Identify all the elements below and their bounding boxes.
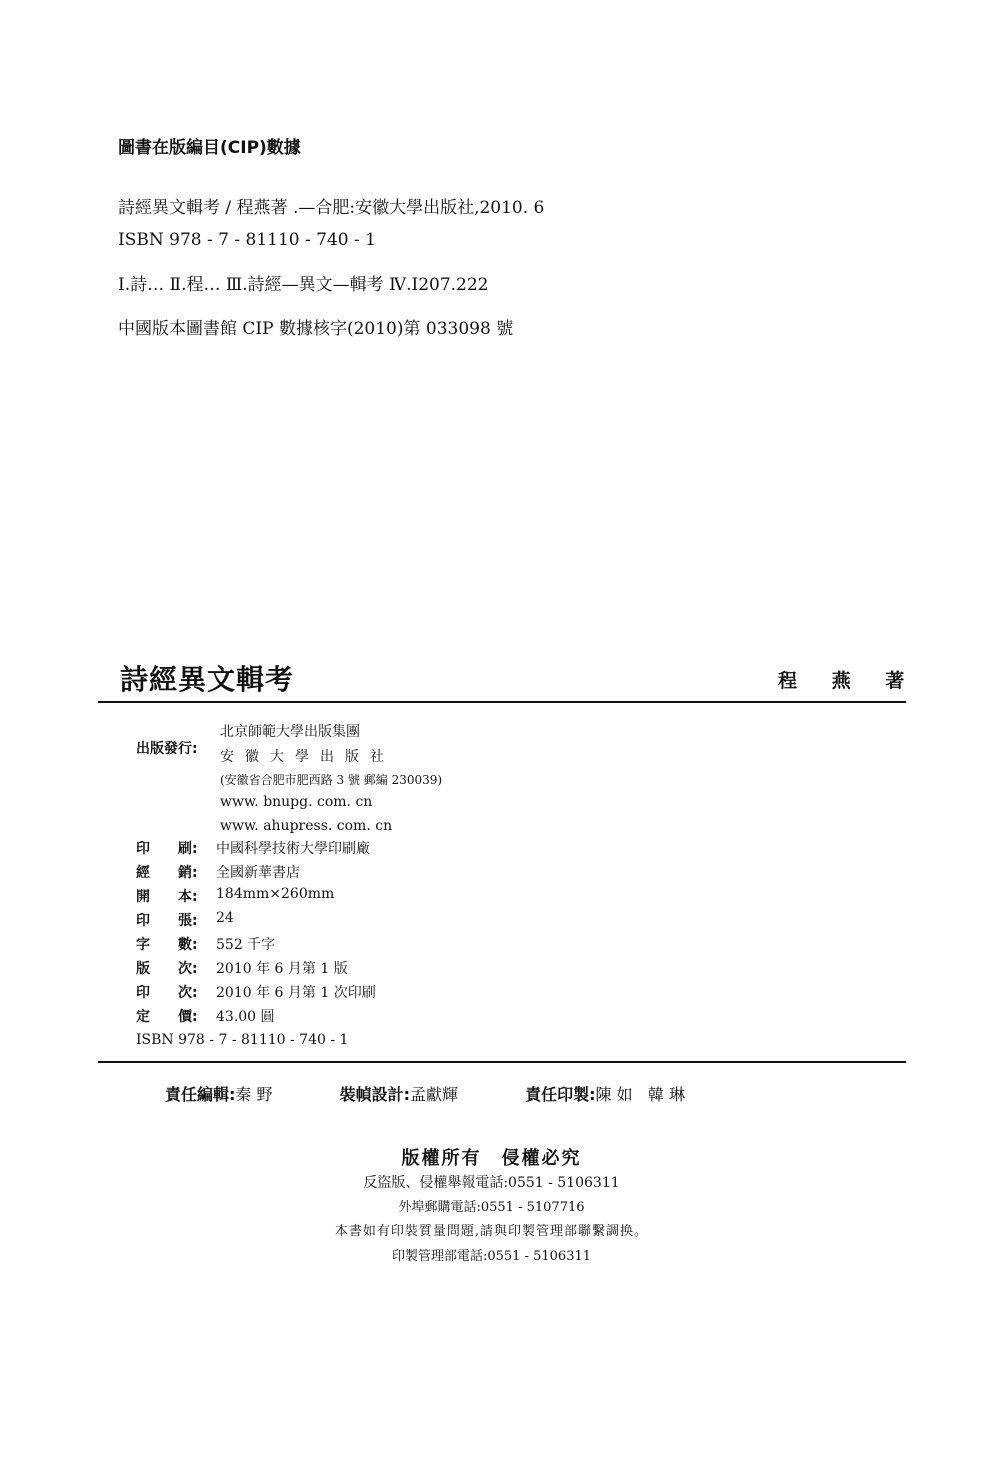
info-value: 552 千字 — [216, 937, 276, 953]
staff-production — [525, 1082, 685, 1105]
info-value: 2010 年 6 月第 1 次印刷 — [216, 985, 376, 1001]
cip-heading: 圖書在版編目(CIP)數據 — [118, 138, 301, 158]
anti-piracy-phone: 反盜版、侵權舉報電話:0551 - 5106311 — [363, 1175, 620, 1191]
info-row-printing — [136, 982, 376, 1002]
publisher-name: 安徽大學出版社 — [220, 749, 395, 765]
cip-classification-line: Ⅰ.詩… Ⅱ.程… Ⅲ.詩經—異文—輯考 Ⅳ.I207.222 — [118, 275, 489, 295]
cip-isbn-line: ISBN 978 - 7 - 81110 - 740 - 1 — [118, 230, 376, 250]
staff-label: 責任印製: — [525, 1085, 596, 1104]
staff-value: 孟獻輝 — [410, 1085, 459, 1104]
staff-credits — [165, 1082, 685, 1105]
info-row-price — [136, 1006, 275, 1026]
divider-top — [98, 701, 906, 703]
info-row-printer — [136, 838, 370, 858]
book-title: 詩經異文輯考 — [120, 663, 295, 696]
info-row-word-count — [136, 934, 275, 954]
info-row-format — [136, 886, 334, 906]
info-label: 印 刷: — [136, 841, 198, 857]
info-label: 開 本: — [136, 889, 198, 905]
info-value: 184mm×260mm — [216, 886, 335, 902]
staff-designer — [340, 1082, 458, 1105]
info-row-edition — [136, 958, 348, 978]
info-label: 定 價: — [136, 1009, 198, 1025]
publisher-website-bnupg: www. bnupg. com. cn — [220, 794, 373, 810]
info-label: 印 次: — [136, 985, 198, 1001]
info-value: 2010 年 6 月第 1 版 — [216, 961, 348, 977]
publisher-group: 北京師範大學出版集團 — [220, 724, 360, 740]
staff-value: 秦 野 — [235, 1085, 273, 1104]
print-management-phone: 印製管理部電話:0551 - 5106311 — [391, 1249, 592, 1264]
info-label: 經 銷: — [136, 865, 198, 881]
publisher-website-ahupress: www. ahupress. com. cn — [220, 818, 393, 834]
staff-label: 責任編輯: — [165, 1085, 236, 1104]
divider-bottom — [98, 1061, 906, 1063]
quality-notice: 本書如有印裝質量問題,請與印製管理部聯繫調换。 — [334, 1224, 649, 1239]
info-row-sheets — [136, 910, 234, 930]
cip-title-line: 詩經異文輯考 / 程燕著 .—合肥:安徽大學出版社,2010. 6 — [118, 198, 545, 218]
mail-order-phone: 外埠郵購電話:0551 - 5107716 — [398, 1200, 585, 1215]
info-label: 版 次: — [136, 961, 198, 977]
publisher-address: (安徽省合肥市肥西路 3 號 郵編 230039) — [220, 773, 443, 787]
staff-value: 陳 如 韓 琳 — [595, 1085, 685, 1104]
info-value: 全國新華書店 — [216, 865, 300, 881]
isbn-line: ISBN 978 - 7 - 81110 - 740 - 1 — [136, 1032, 349, 1048]
info-value: 中國科學技術大學印刷廠 — [216, 841, 370, 857]
info-label: 印 張: — [136, 913, 198, 929]
cip-record-number-line: 中國版本圖書館 CIP 數據核字(2010)第 033098 號 — [118, 319, 514, 339]
info-row-distributor — [136, 862, 300, 882]
book-author: 程 燕 著 — [778, 670, 919, 692]
copyright-heading: 版權所有 侵權必究 — [401, 1148, 582, 1169]
staff-editor — [165, 1082, 273, 1105]
info-label: 字 數: — [136, 937, 198, 953]
staff-label: 裝幀設計: — [339, 1085, 410, 1104]
publisher-label: 出版發行: — [136, 741, 198, 757]
info-value: 24 — [216, 910, 234, 926]
info-value: 43.00 圓 — [216, 1009, 275, 1025]
